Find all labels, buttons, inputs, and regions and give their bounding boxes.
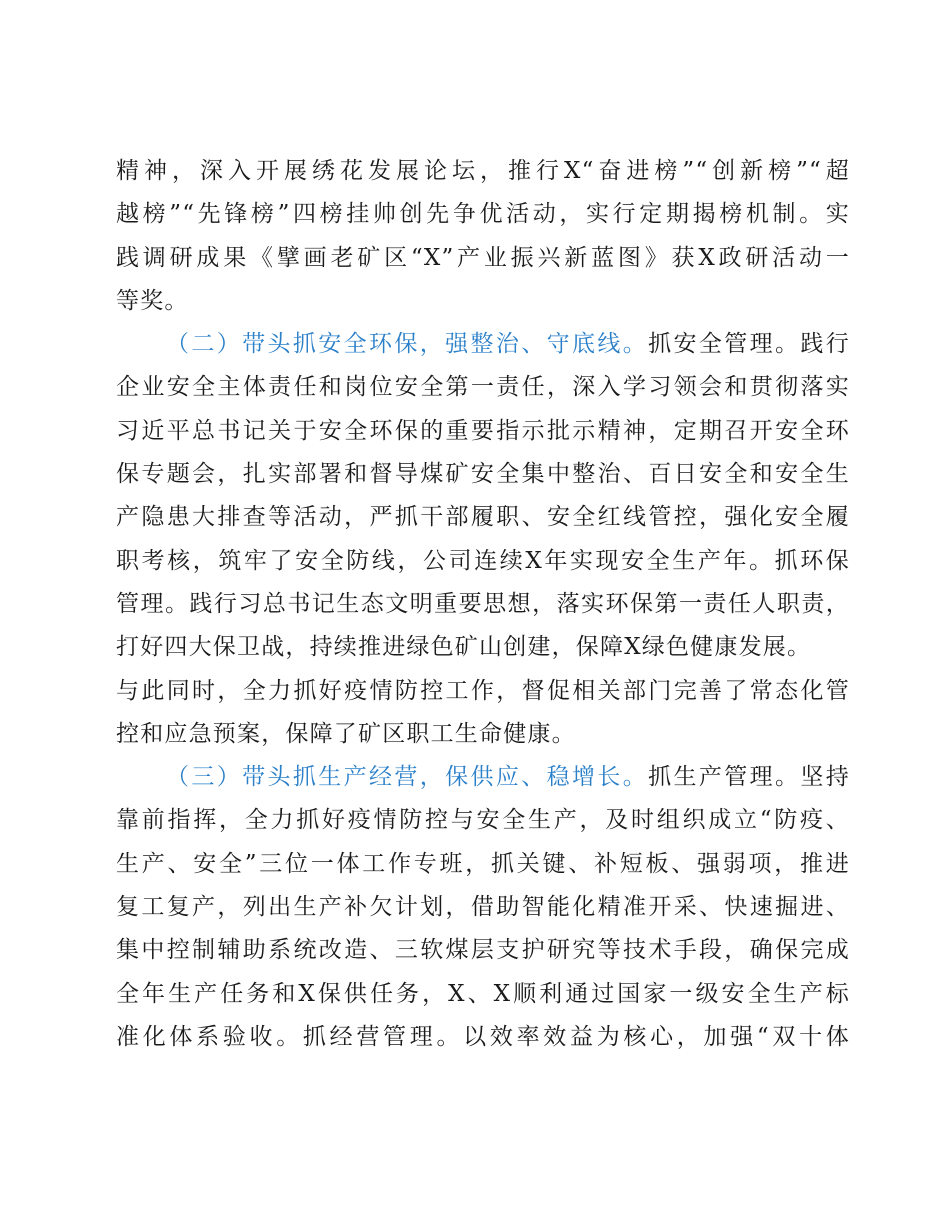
text-line: 越榜”“先锋榜”四榜挂帅创先争优活动，实行定期揭榜机制。实: [116, 201, 850, 228]
paragraph-1: [116, 150, 850, 323]
text-line: 习近平总书记关于安全环保的重要指示批示精神，定期召开安全环: [116, 417, 850, 444]
text-line: 生产、安全”三位一体工作专班，抓关键、补短板、强弱项，推进: [116, 850, 850, 877]
text-line: 准化体系验收。抓经营管理。以效率效益为核心，加强“双十体: [116, 1023, 850, 1050]
text-line: 复工复产，列出生产补欠计划，借助智能化精准开采、快速掘进、: [116, 894, 850, 921]
text-line: 打好四大保卫战，持续推进绿色矿山创建，保障X绿色健康发展。: [116, 634, 812, 661]
text-line: 企业安全主体责任和岗位安全第一责任，深入学习领会和贯彻落实: [116, 374, 850, 401]
text-line: 产隐患大排查等活动，严抓干部履职、安全红线管控，强化安全履: [116, 504, 850, 531]
text-run: 抓生产管理。坚持: [648, 764, 850, 791]
text-line: 精神，深入开展绣花发展论坛，推行X“奋进榜”“创新榜”“超: [116, 158, 850, 184]
text-run: 抓安全管理。践行: [648, 331, 850, 358]
document-body: [116, 150, 850, 1059]
section-heading: （三）带头抓生产经营，保供应、稳增长。: [166, 764, 649, 791]
text-line: 管理。践行习总书记生态文明重要思想，落实环保第一责任人职责，: [116, 590, 850, 617]
text-line: 全年生产任务和X保供任务，X、X顺利通过国家一级安全生产标: [116, 980, 850, 1007]
paragraph-3: [116, 756, 850, 1059]
text-line: 等奖。: [116, 287, 189, 314]
text-line: 践调研成果《擘画老矿区“X”产业振兴新蓝图》获X政研活动一: [116, 244, 850, 271]
first-line: [116, 323, 850, 366]
paragraph-2: [116, 323, 850, 756]
first-line: [116, 756, 850, 799]
text-line: 职考核，筑牢了安全防线，公司连续X年实现安全生产年。抓环保: [116, 547, 850, 574]
text-line: 保专题会，扎实部署和督导煤矿安全集中整治、百日安全和安全生: [116, 461, 850, 488]
text-line: 控和应急预案，保障了矿区职工生命健康。: [116, 720, 576, 747]
text-line: 集中控制辅助系统改造、三软煤层支护研究等技术手段，确保完成: [116, 937, 850, 964]
section-heading: （二）带头抓安全环保，强整治、守底线。: [166, 331, 649, 358]
text-line: 靠前指挥，全力抓好疫情防控与安全生产，及时组织成立“防疫、: [116, 807, 850, 834]
text-line: 与此同时，全力抓好疫情防控工作，督促相关部门完善了常态化管: [116, 677, 850, 704]
